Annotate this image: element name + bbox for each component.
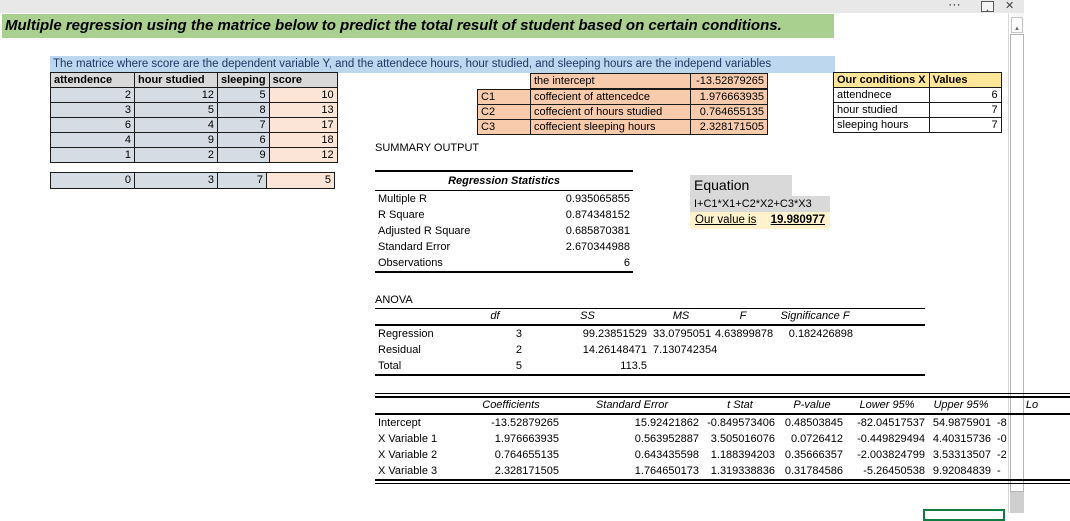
cell[interactable]: 33.0795051 <box>653 328 712 340</box>
cell[interactable]: C1 <box>478 90 531 105</box>
table-row <box>375 342 925 358</box>
cell[interactable]: 5 <box>218 88 270 103</box>
cell[interactable]: 3.53313507 <box>932 449 991 461</box>
equation-value-row[interactable] <box>690 212 830 229</box>
cell[interactable]: -0.449829494 <box>857 433 925 445</box>
intercept-row-table <box>530 73 768 89</box>
regression-stats-rows <box>375 191 633 271</box>
cell[interactable]: X Variable 3 <box>378 465 438 477</box>
cell[interactable]: 12 <box>269 148 337 163</box>
cell[interactable]: 2.328171505 <box>691 120 768 135</box>
cell[interactable]: C3 <box>478 120 531 135</box>
cell[interactable]: 9 <box>135 133 218 148</box>
cell[interactable]: 1.976663935 <box>691 90 768 105</box>
subtitle-banner: The matrice where score are the dependent variable Y, and the attendece hours, hour studied, and sleeping hours are the independ variables <box>50 56 835 73</box>
table-row <box>834 118 1002 133</box>
cell[interactable]: 2 <box>51 88 135 103</box>
table-row <box>375 255 633 271</box>
table-row <box>834 103 1002 118</box>
table-row <box>478 120 768 135</box>
cell[interactable] <box>712 358 774 374</box>
table-row <box>375 207 633 223</box>
equation-formula[interactable]: I+C1*X1+C2*X2+C3*X3 <box>690 196 830 212</box>
cell[interactable]: 0.31784586 <box>784 465 843 477</box>
cell[interactable]: Intercept <box>378 417 421 429</box>
cell[interactable]: 3 <box>51 103 135 118</box>
cell[interactable]: 7 <box>929 103 1001 118</box>
cell[interactable]: 0.563952887 <box>634 433 699 445</box>
table-row <box>375 431 1070 447</box>
cell[interactable]: coffecient of attencedce <box>531 90 691 105</box>
cell[interactable]: -0.849573406 <box>707 417 775 429</box>
cell[interactable]: -82.04517537 <box>857 417 925 429</box>
cell[interactable]: Multiple R <box>378 193 427 205</box>
column-header-conditions[interactable]: Our conditions X <box>834 73 930 88</box>
cell[interactable]: 0.764655135 <box>691 105 768 120</box>
cell[interactable]: coffecient of hours studied <box>531 105 691 120</box>
page-title: Multiple regression using the matrice below to predict the total result of student based on certain conditions. <box>2 14 834 38</box>
anova-table-inner <box>375 309 925 374</box>
popout-icon[interactable] <box>981 1 994 12</box>
cell[interactable]: -2 <box>997 449 1007 461</box>
coefficients-box-table <box>477 89 768 135</box>
column-header-score[interactable]: score <box>269 73 337 88</box>
table-row <box>375 414 1070 431</box>
table-row <box>834 88 1002 103</box>
column-header-upper-95[interactable]: Upper 95% <box>928 397 994 414</box>
cell[interactable]: 0.685870381 <box>565 225 630 237</box>
cell[interactable]: 12 <box>135 88 218 103</box>
matrix-last-row-table <box>50 172 335 189</box>
cell[interactable]: -13.52879265 <box>691 74 768 89</box>
summary-output-label: SUMMARY OUTPUT <box>375 142 480 154</box>
cell[interactable]: 4.40315736 <box>932 433 991 445</box>
column-header-lower-95[interactable]: Lower 95% <box>846 397 928 414</box>
cell[interactable]: C2 <box>478 105 531 120</box>
table-row <box>375 463 1070 480</box>
menu-dots-icon[interactable]: ⋯ <box>948 0 962 12</box>
cell[interactable]: Residual <box>378 344 421 356</box>
cell[interactable]: the intercept <box>531 74 691 89</box>
window-top-bar <box>0 0 1024 13</box>
cell[interactable] <box>650 358 712 374</box>
cell[interactable]: -2.003824799 <box>857 449 925 461</box>
column-header-attendence[interactable]: attendence <box>51 73 135 88</box>
table-row <box>375 239 633 255</box>
cell[interactable]: 0.643435598 <box>634 449 699 461</box>
column-header-clipped[interactable]: Lo <box>994 397 1070 414</box>
cell[interactable]: Observations <box>378 257 443 269</box>
cell[interactable]: 14.26148471 <box>582 344 647 356</box>
coefficients-table <box>375 393 1070 484</box>
anova-label: ANOVA <box>375 294 413 306</box>
cell[interactable]: 1.764650173 <box>634 465 699 477</box>
cell[interactable]: -0 <box>997 433 1007 445</box>
anova-header-row <box>375 309 925 325</box>
cell[interactable] <box>712 342 774 358</box>
selection-box[interactable] <box>923 509 1005 521</box>
table-row <box>478 90 768 105</box>
column-header-ms[interactable]: MS <box>650 309 712 325</box>
coefficients-table-inner <box>375 396 1070 481</box>
column-header-blank[interactable] <box>375 397 460 414</box>
cell[interactable] <box>774 342 925 358</box>
cell[interactable]: 0.35666357 <box>784 449 843 461</box>
cell[interactable]: X Variable 1 <box>378 433 438 445</box>
column-header-values[interactable]: Values <box>929 73 1001 88</box>
table-row <box>478 105 768 120</box>
anova-table <box>375 308 925 376</box>
cell[interactable]: 13 <box>269 103 337 118</box>
cell[interactable]: R Square <box>378 209 425 221</box>
equation-title: Equation <box>690 175 792 196</box>
cell[interactable]: 1.319338836 <box>710 465 775 477</box>
scroll-up-icon: ▲ <box>1014 26 1020 32</box>
column-header-significance-f[interactable]: Significance F <box>774 309 925 325</box>
cell[interactable]: 1.976663935 <box>494 433 559 445</box>
cell[interactable]: 8 <box>218 103 270 118</box>
cell[interactable]: 0.874348152 <box>565 209 630 221</box>
cell[interactable]: 15.92421862 <box>634 417 699 429</box>
column-header-coefficients[interactable]: Coefficients <box>460 397 562 414</box>
cell[interactable]: -8 <box>997 417 1007 429</box>
cell[interactable]: 113.5 <box>620 360 647 372</box>
column-header-t-stat[interactable]: t Stat <box>702 397 778 414</box>
cell[interactable]: Standard Error <box>378 241 451 253</box>
column-header-blank[interactable] <box>375 309 465 325</box>
cell[interactable]: 7 <box>929 118 1001 133</box>
cell[interactable]: 6 <box>929 88 1001 103</box>
conditions-header-row <box>834 73 1002 88</box>
cell[interactable]: 0.764655135 <box>494 449 559 461</box>
cell[interactable]: 99.23851529 <box>582 328 647 340</box>
column-header-hour-studied[interactable]: hour studied <box>135 73 218 88</box>
cell[interactable]: 2.670344988 <box>565 241 630 253</box>
cell[interactable]: 7 <box>218 118 270 133</box>
cell[interactable] <box>774 358 925 374</box>
cell[interactable]: sleeping hours <box>834 118 930 133</box>
cell[interactable]: 3.505016076 <box>710 433 775 445</box>
cell[interactable]: 10 <box>269 88 337 103</box>
cell[interactable]: 1 <box>51 148 135 163</box>
matrix-header-row <box>51 73 338 88</box>
table-row <box>375 191 633 207</box>
column-header-p-value[interactable]: P-value <box>778 397 846 414</box>
table-row <box>531 74 768 89</box>
matrix-table <box>50 72 338 163</box>
cell[interactable]: 7 <box>218 173 267 189</box>
equation-value-label: Our value is <box>695 214 757 226</box>
cell[interactable]: 2.328171505 <box>494 465 559 477</box>
coefficients-header-row <box>375 397 1070 414</box>
table-row <box>51 173 335 189</box>
cell[interactable]: 0.48503845 <box>784 417 843 429</box>
cell[interactable]: Total <box>378 360 402 372</box>
cell[interactable]: 4.63899878 <box>715 328 774 340</box>
cell[interactable]: 0.182426898 <box>788 328 853 340</box>
cell[interactable]: 18 <box>269 133 337 148</box>
cell[interactable]: 4 <box>51 133 135 148</box>
cell[interactable]: 0 <box>51 173 135 189</box>
cell[interactable]: X Variable 2 <box>378 449 438 461</box>
table-row <box>375 223 633 239</box>
cell[interactable]: 7.130742354 <box>653 344 718 356</box>
cell[interactable]: 3 <box>135 173 218 189</box>
cell[interactable]: 17 <box>269 118 337 133</box>
cell[interactable]: 3 <box>515 328 522 340</box>
table-row <box>375 325 925 342</box>
regression-stats-title: Regression Statistics <box>375 172 633 191</box>
cell[interactable]: 0.0726412 <box>791 433 843 445</box>
conditions-table <box>833 72 1002 133</box>
bottom-rule <box>375 483 1070 484</box>
cell[interactable]: Regression <box>378 328 434 340</box>
table-row <box>51 133 338 148</box>
cell[interactable]: Adjusted R Square <box>378 225 471 237</box>
cell[interactable]: 5 <box>135 103 218 118</box>
table-row <box>51 118 338 133</box>
column-header-f[interactable]: F <box>712 309 774 325</box>
cell[interactable]: - <box>997 465 1001 477</box>
cell[interactable]: 9.92084839 <box>932 465 991 477</box>
cell[interactable]: 0.935065855 <box>565 193 630 205</box>
cell[interactable]: attendnece <box>834 88 930 103</box>
equation-value: 19.980977 <box>770 214 825 226</box>
cell[interactable]: 1.188394203 <box>710 449 775 461</box>
table-row <box>375 358 925 374</box>
cell[interactable]: 5 <box>267 173 335 189</box>
cell[interactable]: 2 <box>515 344 522 356</box>
cell[interactable]: 6 <box>218 133 270 148</box>
column-header-sleeping[interactable]: sleeping <box>218 73 270 88</box>
column-header-ss[interactable]: SS <box>525 309 650 325</box>
cell[interactable]: -5.26450538 <box>863 465 925 477</box>
regression-stats-table <box>375 170 633 273</box>
cell[interactable]: coffecient sleeping hours <box>531 120 691 135</box>
column-header-standard-error[interactable]: Standard Error <box>562 397 702 414</box>
cell[interactable]: 6 <box>623 257 630 269</box>
scrollbar-track[interactable] <box>1010 492 1024 513</box>
popout-arrow-glyph: ▲ <box>985 8 990 14</box>
close-icon[interactable]: ✕ <box>1005 0 1015 12</box>
column-header-df[interactable]: df <box>465 309 525 325</box>
table-row <box>375 447 1070 463</box>
table-row <box>51 88 338 103</box>
table-row <box>51 148 338 163</box>
table-row <box>51 103 338 118</box>
cell[interactable]: 2 <box>135 148 218 163</box>
cell[interactable]: hour studied <box>834 103 930 118</box>
cell[interactable]: -13.52879265 <box>491 417 559 429</box>
cell[interactable]: 5 <box>515 360 522 372</box>
scroll-up-button[interactable] <box>1011 17 1023 33</box>
cell[interactable]: 54.9875901 <box>932 417 991 429</box>
cell[interactable]: 9 <box>218 148 270 163</box>
cell[interactable]: 4 <box>135 118 218 133</box>
cell[interactable]: 6 <box>51 118 135 133</box>
